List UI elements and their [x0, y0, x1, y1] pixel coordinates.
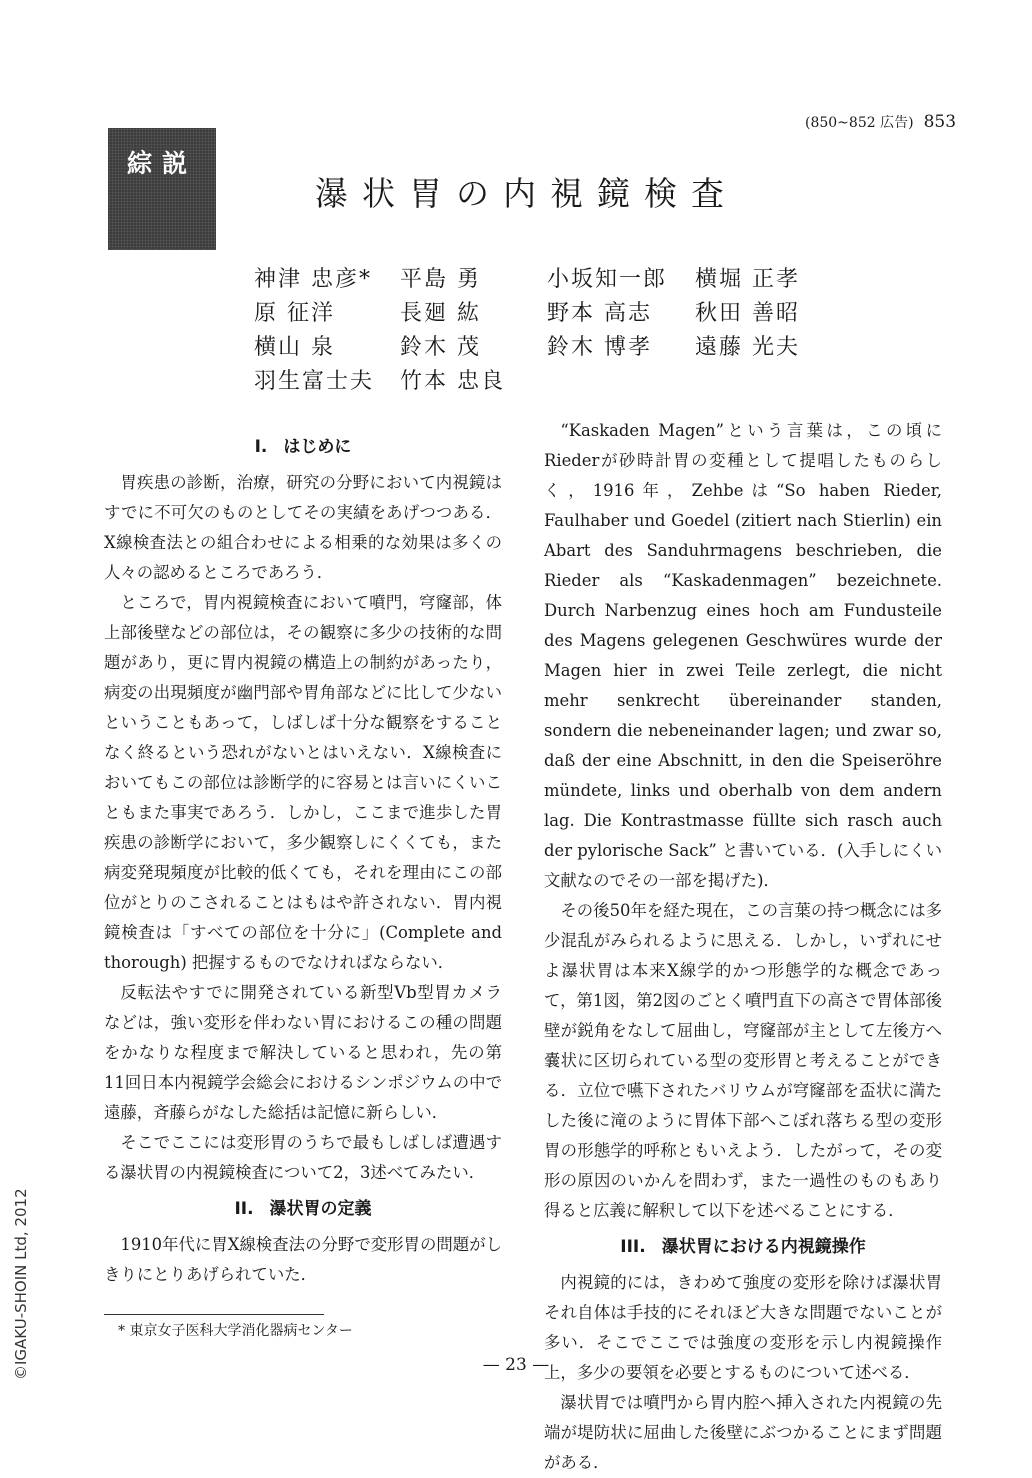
author-name: 小坂知一郎 — [547, 267, 668, 292]
author-name: 鈴木 博孝 — [547, 335, 652, 360]
author-name: 原 征洋 — [254, 301, 335, 326]
paragraph: 1910年代に胃X線検査法の分野で変形胃の問題がしきりにとりあげられていた． — [104, 1235, 502, 1284]
paragraph: 胃疾患の診断，治療，研究の分野において内視鏡はすでに不可欠のものとしてその実績をあげつつある．X線検査法との組合わせによる相乗的な効果は多くの人々の認めるところであろう． — [104, 473, 502, 582]
section-heading — [104, 1194, 502, 1224]
header-ref: (850~852 広告) — [805, 115, 914, 131]
page-number: — 23 — — [482, 1355, 550, 1375]
paragraph: 反転法やすでに開発されている新型Vb型胃カメラなどは，強い変形を伴わない胃におけるこの種の問題をかなりな程度まで解決していると思われ，先の第11回日本内視鏡学会総会におけるシンポジウムの中で遠藤，斉藤らがなした総括は記憶に新らしい． — [104, 983, 502, 1122]
author-name: 神津 忠彦* — [254, 267, 372, 292]
section-heading — [104, 432, 502, 462]
author-name: 長廻 紘 — [400, 301, 481, 326]
author-name: 横堀 正孝 — [695, 267, 800, 292]
header-page-number: 853 — [923, 112, 957, 132]
article-title: 瀑状胃の内視鏡検査 — [315, 174, 738, 213]
paragraph: 内視鏡的には，きわめて強度の変形を除けば瀑状胃それ自体は手技的にそれほど大きな問題でないことが多い．そこでここでは強度の変形を示し内視鏡操作上，多少の要領を必要とするものについて述べる． — [544, 1273, 942, 1382]
copyright-notice: ©IGAKU-SHOIN Ltd, 2012 — [12, 1188, 30, 1380]
author-name: 野本 高志 — [547, 301, 652, 326]
section-title: はじめに — [283, 437, 352, 457]
paragraph: そこでここには変形胃のうちで最もしばしば遭遇する瀑状胃の内視鏡検査について2，3述べてみたい． — [104, 1133, 502, 1182]
author-name: 竹本 忠良 — [400, 369, 505, 394]
section-title: 瀑状胃における内視鏡操作 — [661, 1237, 866, 1257]
author-name: 横山 泉 — [254, 335, 335, 360]
author-name: 鈴木 茂 — [400, 335, 481, 360]
paragraph: 瀑状胃では噴門から胃内腔へ挿入された内視鏡の先端が堤防状に屈曲した後壁にぶつかることにまず問題がある． — [544, 1393, 942, 1472]
paragraph: ところで，胃内視鏡検査において噴門，穹窿部，体上部後壁などの部位は，その観察に多少の技術的な問題があり，更に胃内視鏡の構造上の制約があったり，病変の出現頻度が幽門部や胃角部などに比して少ないということもあって，しばしば十分な観察をすることなく終るという恐れがないとはいえない．X線検査においてもこの部位は診断学的に容易とは言いにくいこともまた事実であろう．しかし，ここまで進歩した胃疾患の診断学において，多少観察しにくくても，また病変発現頻度が比較的低くても，それを理由にこの部位がとりのこされることはもはや許されない．胃内視鏡検査は「すべての部位を十分に」(Complete and thorough) 把握するものでなければならない． — [104, 593, 502, 972]
right-column — [544, 416, 942, 1478]
author-name: 遠藤 光夫 — [695, 335, 800, 360]
review-badge — [108, 128, 216, 250]
section-heading — [544, 1232, 942, 1262]
author-name: 秋田 善昭 — [695, 301, 800, 326]
author-name: 平島 勇 — [400, 267, 481, 292]
section-number: II. — [234, 1199, 254, 1219]
section-number: III. — [620, 1237, 646, 1257]
paragraph: “Kaskaden Magen”という言葉は，この頃にRiederが砂時計胃の変種として提唱したものらしく，1916年，Zehbeは“So haben Rieder, Faulhaber und Goedel (zitiert nach Stierlin) ein Abart des Sanduhrmagens beschrieben, die Rieder als “Kaskadenmagen” bezeichnete. Durch Narbenzug eines hoch am Fundusteile des Magens gelegenen Geschwüres wurde der Magen hier in zwei Teile zerlegt, die nicht mehr senkrecht übereinander standen, sondern die nebeneinander lagen; und zwar so, daß der eine Abschnitt, in den die Speiseröhre mündete, links und oberhalb von dem andern lag. Die Kontrastmasse füllte sich rasch auch der pylorische Sack” と書いている．(入手しにくい文献なのでその一部を掲げた)． — [544, 421, 942, 890]
footnote: * 東京女子医科大学消化器病センター — [118, 1323, 353, 1339]
left-column — [104, 426, 502, 1290]
footnote-divider — [104, 1314, 324, 1315]
author-name: 羽生富士夫 — [254, 369, 375, 394]
paragraph: その後50年を経た現在，この言葉の持つ概念には多少混乱がみられるように思える．しかし，いずれにせよ瀑状胃は本来X線学的かつ形態学的な概念であって，第1図，第2図のごとく噴門直下の高さで胃体部後壁が鋭角をなして屈曲し，穹窿部が主として左後方へ嚢状に区切られている型の変形胃と考えることができる．立位で嚥下されたバリウムが穹窿部を盃状に満たした後に滝のように胃体下部へこぼれ落ちる型の変形胃の形態学的呼称ともいえよう．したがって，その変形の原因のいかんを問わず，また一過性のものもあり得ると広義に解釈して以下を述べることにする． — [544, 901, 942, 1220]
section-title: 瀑状胃の定義 — [269, 1199, 372, 1219]
page-header — [805, 112, 956, 132]
section-number: I. — [254, 437, 268, 457]
review-badge-label: 綜説 — [126, 149, 197, 178]
